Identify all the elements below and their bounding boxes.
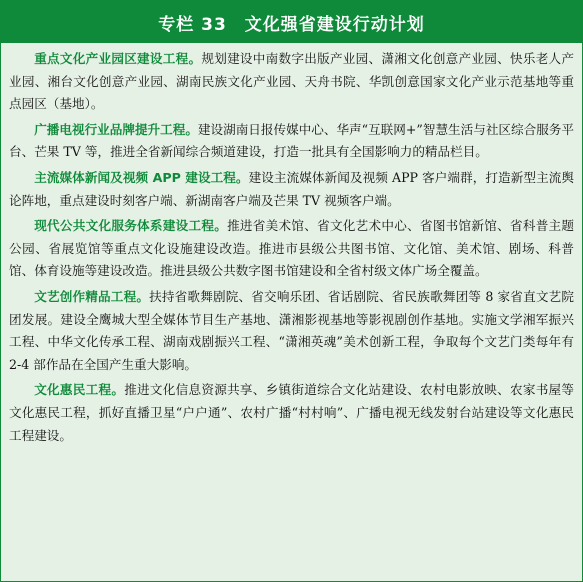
paragraph-text: 推进文化信息资源共享、乡镇街道综合文化站建设、农村电影放映、农家书屋等文化惠民工程，抓好直播卫星“户户通”、农村广播“村村响”、广播电视无线发射台站建设等文化惠民工程建设。	[9, 382, 575, 443]
paragraph-media-app	[9, 167, 574, 212]
box-content	[1, 43, 582, 447]
paragraph-title: 主流媒体新闻及视频 APP 建设工程。	[34, 169, 249, 185]
box-header	[1, 1, 582, 43]
paragraph-culture-benefit	[9, 379, 574, 447]
box-number: 专栏 33	[158, 14, 227, 35]
paragraph-text: 推进省美术馆、省文化艺术中心、省图书馆新馆、省科普主题公园、省展览馆等重点文化设施建设改造。推进市县级公共图书馆、文化馆、美术馆、剧场、科普馆、体育设施等建设改造。推进县级公共数字图书馆建设和全省村级文体广场全覆盖。	[9, 218, 575, 279]
paragraph-title: 现代公共文化服务体系建设工程。	[34, 218, 228, 234]
paragraph-public-culture	[9, 215, 574, 283]
paragraph-title: 重点文化产业园区建设工程。	[34, 51, 202, 66]
paragraph-text: 建设湖南日报传媒中心、华声“互联网+”智慧生活与社区综合服务平台、芒果 TV 等，推进全省新闻综合频道建设，打造一批具有全国影响力的精品栏目。	[9, 121, 574, 160]
box-title: 文化强省建设行动计划	[244, 14, 425, 35]
paragraph-title: 广播电视行业品牌提升工程。	[34, 121, 198, 137]
paragraph-title: 文化惠民工程。	[34, 382, 125, 398]
paragraph-industrial-parks	[9, 48, 574, 116]
paragraph-broadcast-brand	[9, 119, 574, 164]
paragraph-arts-creation	[9, 286, 574, 376]
paragraph-text: 扶持省歌舞剧院、省交响乐团、省话剧院、省民族歌舞团等 8 家省直文艺院团发展。建设全鹰城大型全媒体节目生产基地、潇湘影视基地等影视剧创作基地。实施文学湘军振兴工程、中华文化传承工程、湖南戏剧振兴工程、“潇湘英魂”美术创新工程，争取每个文艺门类每年有 2-4 部作品在全国产生重大影响。	[9, 288, 574, 372]
paragraph-text: 规划建设中南数字出版产业园、潇湘文化创意产业园、快乐老人产业园、湘台文化创意产业园、湖南民族文化产业园、天舟书院、华凯创意国家文化产业示范基地等重点园区（基地）。	[9, 51, 575, 112]
paragraph-title: 文艺创作精品工程。	[34, 288, 150, 304]
paragraph-text: 建设主流媒体新闻及视频 APP 客户端群，打造新型主流舆论阵地，重点建设时刻客户端、新湖南客户端及芒果 TV 视频客户端。	[9, 169, 574, 208]
